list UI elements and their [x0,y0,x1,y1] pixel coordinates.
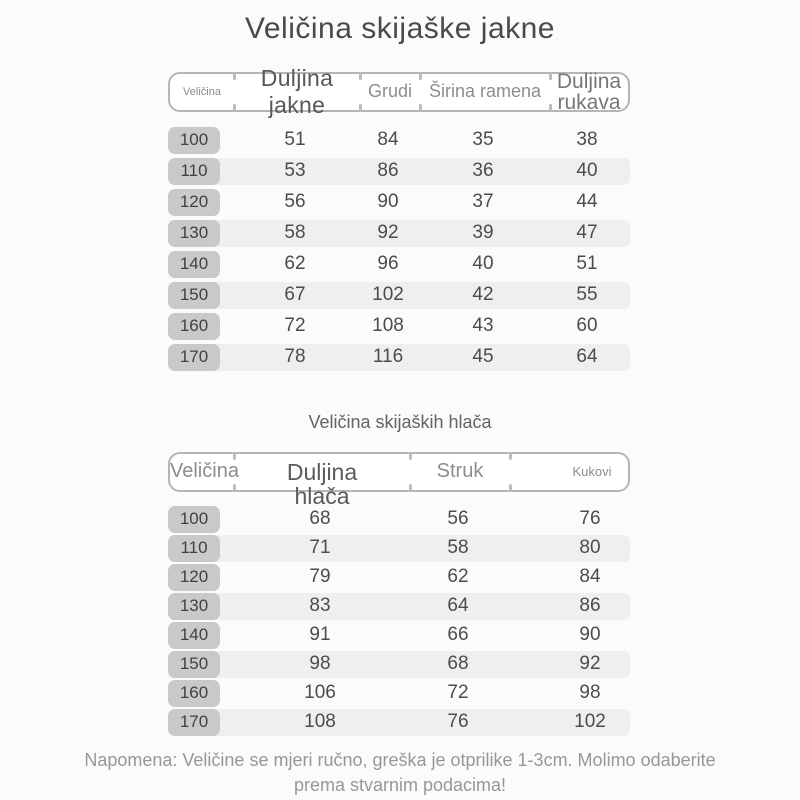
cell-value: 108 [372,315,404,336]
table-row [168,506,630,533]
cell-value: 84 [377,129,399,150]
cell-value: 98 [579,682,601,704]
jacket-header-duljina-rukava: Duljina rukava [550,74,628,110]
table-row [168,220,630,247]
size-badge: 100 [168,127,220,154]
size-badge: 120 [168,189,220,216]
table-row [168,282,630,309]
cell-value: 76 [579,508,601,530]
cell-value: 66 [447,624,469,646]
cell-value: 90 [377,191,399,212]
pants-table-title: Veličina skijaških hlača [308,411,492,432]
table-row [168,251,630,278]
cell-value: 83 [309,595,331,617]
cell-value: 56 [447,508,469,530]
pants-table-body [168,506,630,736]
cell-value: 60 [576,315,598,336]
cell-value: 116 [372,346,404,367]
cell-value: 55 [576,284,598,305]
size-badge: 100 [168,506,220,533]
table-row [168,344,630,371]
size-badge: 130 [168,593,220,620]
cell-value: 86 [377,160,399,181]
table-row [168,651,630,678]
cell-value: 36 [472,160,494,181]
size-badge: 120 [168,564,220,591]
cell-value: 68 [447,653,469,675]
cell-value: 96 [377,253,399,274]
cell-value: 40 [472,253,494,274]
cell-value: 47 [576,222,598,243]
cell-value: 108 [304,711,336,733]
size-badge: 170 [168,709,220,736]
table-row [168,709,630,736]
cell-value: 58 [447,537,469,559]
size-badge: 150 [168,282,220,309]
pants-header-duljina-hlaca: Duljina hlača [234,454,410,490]
cell-value: 76 [447,711,469,733]
cell-value: 51 [576,253,598,274]
cell-value: 45 [472,346,494,367]
cell-value: 62 [447,566,469,588]
jacket-header-sirina-ramena: Širina ramena [420,74,550,110]
table-row [168,158,630,185]
cell-value: 79 [309,566,331,588]
cell-value: 44 [576,191,598,212]
size-badge: 140 [168,251,220,278]
pants-size-table [168,452,630,736]
cell-value: 84 [579,566,601,588]
cell-value: 106 [304,682,336,704]
size-badge: 160 [168,680,220,707]
table-row [168,189,630,216]
cell-value: 90 [579,624,601,646]
jacket-table-header-row [168,64,630,118]
table-row [168,127,630,154]
pants-header-struk: Struk [410,454,510,490]
cell-value: 51 [284,129,306,150]
jacket-header-duljina-jakne: Duljina jakne [234,74,360,110]
table-row [168,593,630,620]
cell-value: 80 [579,537,601,559]
size-badge: 160 [168,313,220,340]
cell-value: 67 [284,284,306,305]
size-badge: 140 [168,622,220,649]
jacket-table-body [168,127,630,371]
cell-value: 64 [576,346,598,367]
cell-value: 102 [574,711,606,733]
cell-value: 92 [579,653,601,675]
cell-value: 39 [472,222,494,243]
size-badge: 110 [168,158,220,185]
table-row [168,622,630,649]
cell-value: 64 [447,595,469,617]
size-badge: 150 [168,651,220,678]
cell-value: 72 [447,682,469,704]
cell-value: 56 [284,191,306,212]
table-row [168,564,630,591]
cell-value: 53 [284,160,306,181]
cell-value: 40 [576,160,598,181]
cell-value: 35 [472,129,494,150]
cell-value: 71 [309,537,331,559]
cell-value: 72 [284,315,306,336]
cell-value: 62 [284,253,306,274]
note-text: Napomena: Veličine se mjeri ručno, greška je otprilike 1-3cm. Molimo odaberite prema stvarnim podacima! [84,749,716,796]
cell-value: 38 [576,129,598,150]
cell-value: 91 [309,624,331,646]
table-row [168,680,630,707]
cell-value: 78 [284,346,306,367]
table-row [168,535,630,562]
jacket-header-grudi: Grudi [360,74,420,110]
size-badge: 170 [168,344,220,371]
page-title: Veličina skijaške jakne [245,12,555,45]
pants-table-header-row [168,452,630,510]
cell-value: 58 [284,222,306,243]
pants-header-velicina: Veličina [170,460,239,483]
cell-value: 37 [472,191,494,212]
size-badge: 110 [168,535,220,562]
jacket-header-velicina: Veličina [183,85,221,98]
table-row [168,313,630,340]
cell-value: 102 [372,284,404,305]
size-badge: 130 [168,220,220,247]
cell-value: 43 [472,315,494,336]
cell-value: 98 [309,653,331,675]
cell-value: 42 [472,284,494,305]
cell-value: 92 [377,222,399,243]
cell-value: 86 [579,595,601,617]
pants-header-kukovi: Kukovi [510,454,628,490]
jacket-size-table [168,64,630,371]
cell-value: 68 [309,508,331,530]
